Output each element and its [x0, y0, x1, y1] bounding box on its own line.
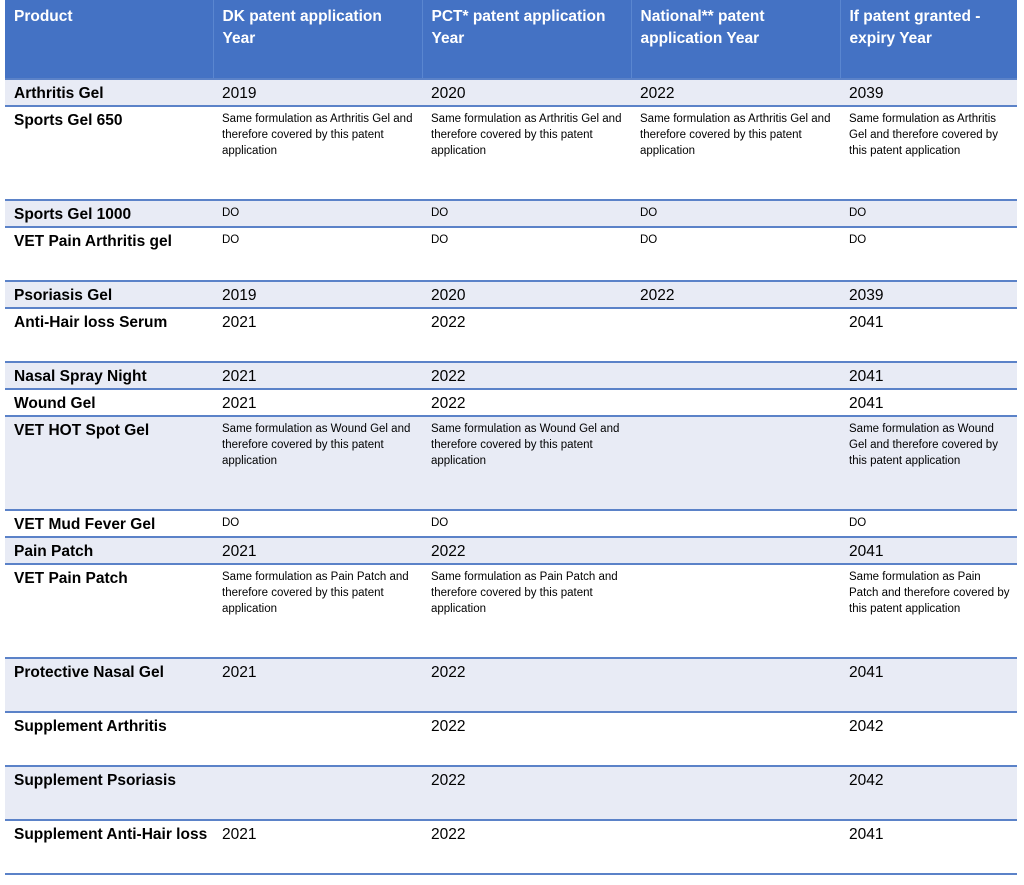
dk-year-cell: Same formulation as Pain Patch and therefore covered by this patent application — [213, 564, 422, 658]
expiry-year-cell: 2041 — [840, 820, 1017, 874]
national-year-cell — [631, 308, 840, 362]
header-pct-year: PCT* patent application Year — [422, 0, 631, 79]
pct-year-cell: 2022 — [422, 820, 631, 874]
table-row — [5, 510, 1017, 537]
national-year-cell — [631, 537, 840, 564]
product-cell: VET Pain Patch — [5, 564, 213, 658]
dk-year-cell: 2021 — [213, 389, 422, 416]
table-row — [5, 79, 1017, 106]
expiry-year-cell: 2042 — [840, 712, 1017, 766]
expiry-year-cell: Same formulation as Pain Patch and therefore covered by this patent application — [840, 564, 1017, 658]
pct-year-cell: 2022 — [422, 766, 631, 820]
dk-year-cell: 2021 — [213, 308, 422, 362]
expiry-year-cell: Same formulation as Wound Gel and therefore covered by this patent application — [840, 416, 1017, 510]
dk-year-cell: 2021 — [213, 820, 422, 874]
national-year-cell — [631, 766, 840, 820]
product-cell: Supplement Anti-Hair loss — [5, 820, 213, 874]
table-row — [5, 200, 1017, 227]
dk-year-cell: Same formulation as Arthritis Gel and therefore covered by this patent application — [213, 106, 422, 200]
product-cell: Psoriasis Gel — [5, 281, 213, 308]
dk-year-cell: 2021 — [213, 537, 422, 564]
expiry-year-cell: 2039 — [840, 79, 1017, 106]
product-cell: Wound Gel — [5, 389, 213, 416]
pct-year-cell: 2020 — [422, 79, 631, 106]
national-year-cell: 2022 — [631, 79, 840, 106]
national-year-cell — [631, 564, 840, 658]
national-year-cell — [631, 712, 840, 766]
dk-year-cell: 2019 — [213, 281, 422, 308]
product-cell: Arthritis Gel — [5, 79, 213, 106]
table-row — [5, 362, 1017, 389]
pct-year-cell: 2022 — [422, 537, 631, 564]
table-row — [5, 281, 1017, 308]
table-row — [5, 658, 1017, 712]
expiry-year-cell: 2041 — [840, 389, 1017, 416]
pct-year-cell: 2020 — [422, 281, 631, 308]
table-row — [5, 712, 1017, 766]
product-cell: Nasal Spray Night — [5, 362, 213, 389]
pct-year-cell: DO — [422, 510, 631, 537]
dk-year-cell: 2021 — [213, 362, 422, 389]
national-year-cell — [631, 362, 840, 389]
product-cell: VET Mud Fever Gel — [5, 510, 213, 537]
national-year-cell — [631, 416, 840, 510]
product-cell: Sports Gel 650 — [5, 106, 213, 200]
product-cell: Supplement Arthritis — [5, 712, 213, 766]
header-expiry-year: If patent granted - expiry Year — [840, 0, 1017, 79]
header-national-year: National** patent application Year — [631, 0, 840, 79]
national-year-cell — [631, 510, 840, 537]
dk-year-cell: DO — [213, 200, 422, 227]
header-row — [5, 0, 1017, 79]
pct-year-cell: 2022 — [422, 712, 631, 766]
table-row — [5, 106, 1017, 200]
table-row — [5, 564, 1017, 658]
table-row — [5, 766, 1017, 820]
product-cell: VET HOT Spot Gel — [5, 416, 213, 510]
expiry-year-cell: DO — [840, 227, 1017, 281]
expiry-year-cell: 2039 — [840, 281, 1017, 308]
dk-year-cell: Same formulation as Wound Gel and therefore covered by this patent application — [213, 416, 422, 510]
product-cell: Anti-Hair loss Serum — [5, 308, 213, 362]
product-cell: Pain Patch — [5, 537, 213, 564]
expiry-year-cell: 2042 — [840, 766, 1017, 820]
national-year-cell — [631, 389, 840, 416]
expiry-year-cell: 2041 — [840, 537, 1017, 564]
expiry-year-cell: Same formulation as Arthritis Gel and therefore covered by this patent application — [840, 106, 1017, 200]
product-cell: Protective Nasal Gel — [5, 658, 213, 712]
table-row — [5, 227, 1017, 281]
national-year-cell: DO — [631, 227, 840, 281]
header-dk-year: DK patent application Year — [213, 0, 422, 79]
dk-year-cell — [213, 712, 422, 766]
product-cell: VET Pain Arthritis gel — [5, 227, 213, 281]
table-row — [5, 537, 1017, 564]
dk-year-cell: DO — [213, 227, 422, 281]
pct-year-cell: 2022 — [422, 308, 631, 362]
national-year-cell: Same formulation as Arthritis Gel and therefore covered by this patent application — [631, 106, 840, 200]
dk-year-cell — [213, 766, 422, 820]
pct-year-cell: 2022 — [422, 362, 631, 389]
dk-year-cell: 2021 — [213, 658, 422, 712]
table-row — [5, 416, 1017, 510]
pct-year-cell: DO — [422, 227, 631, 281]
product-cell: Supplement Psoriasis — [5, 766, 213, 820]
pct-year-cell: DO — [422, 200, 631, 227]
expiry-year-cell: 2041 — [840, 658, 1017, 712]
expiry-year-cell: DO — [840, 200, 1017, 227]
pct-year-cell: Same formulation as Arthritis Gel and therefore covered by this patent application — [422, 106, 631, 200]
table-row — [5, 820, 1017, 874]
national-year-cell — [631, 820, 840, 874]
pct-year-cell: Same formulation as Wound Gel and therefore covered by this patent application — [422, 416, 631, 510]
dk-year-cell: DO — [213, 510, 422, 537]
table-row — [5, 389, 1017, 416]
national-year-cell: 2022 — [631, 281, 840, 308]
national-year-cell — [631, 658, 840, 712]
table-row — [5, 308, 1017, 362]
expiry-year-cell: 2041 — [840, 362, 1017, 389]
expiry-year-cell: 2041 — [840, 308, 1017, 362]
patent-table — [5, 0, 1017, 875]
expiry-year-cell: DO — [840, 510, 1017, 537]
pct-year-cell: 2022 — [422, 389, 631, 416]
pct-year-cell: Same formulation as Pain Patch and therefore covered by this patent application — [422, 564, 631, 658]
header-product: Product — [5, 0, 213, 79]
dk-year-cell: 2019 — [213, 79, 422, 106]
pct-year-cell: 2022 — [422, 658, 631, 712]
product-cell: Sports Gel 1000 — [5, 200, 213, 227]
national-year-cell: DO — [631, 200, 840, 227]
